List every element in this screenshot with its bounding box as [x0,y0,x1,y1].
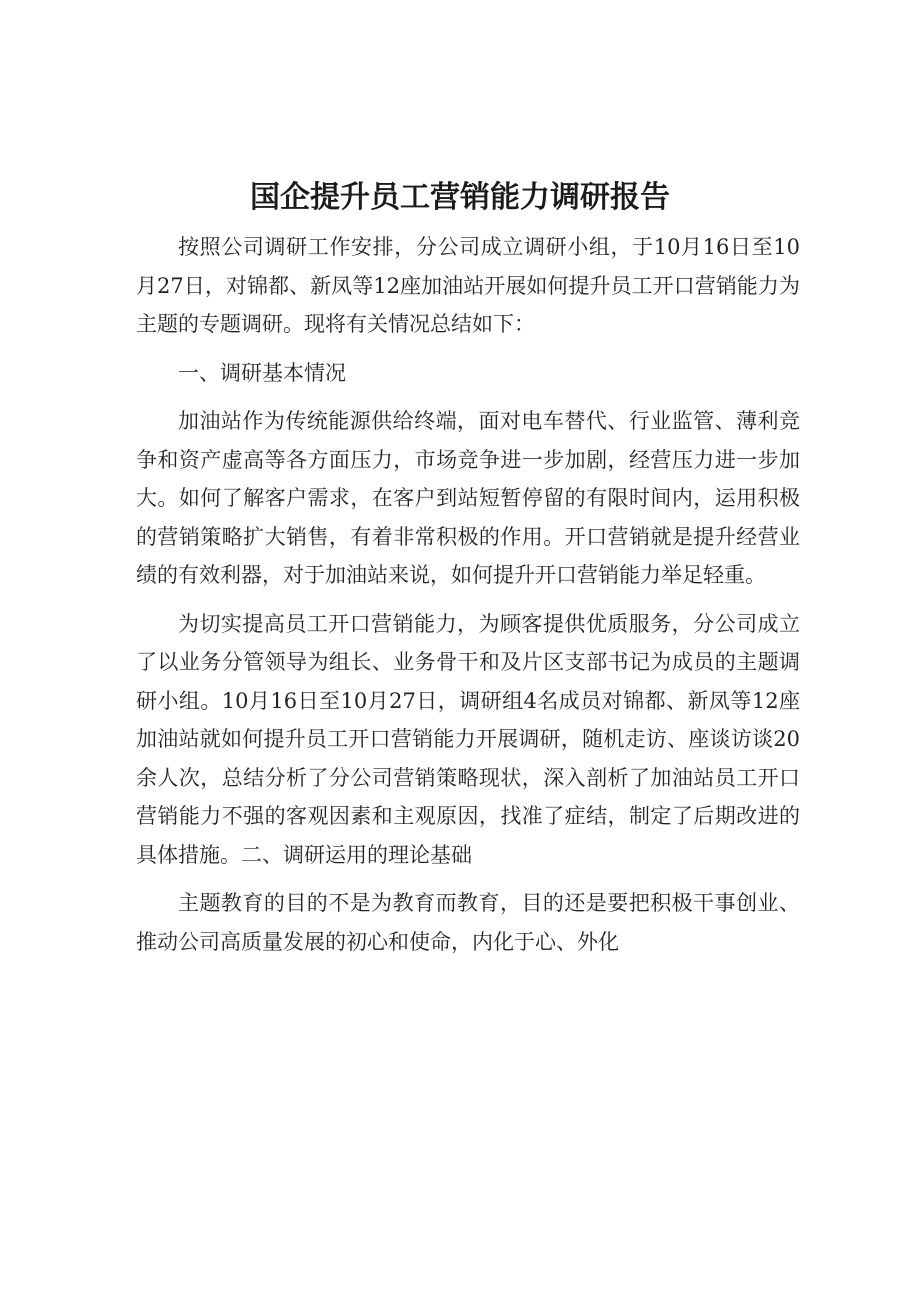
section-heading-basic-situation: 一、调研基本情况 [178,360,346,385]
document-body [136,228,800,961]
body-paragraph-research-team: 为切实提高员工开口营销能力，为顾客提供优质服务，分公司成立了以业务分管领导为组长、业务骨干和及片区支部书记为成员的主题调研小组。10月16日至10月27日，调研组4名成员对锦都、新凤等12座加油站就如何提升员工开口营销能力开展调研，随机走访、座谈访谈20余人次，总结分析了分公司营销策略现状，深入剖析了加油站员工开口营销能力不强的客观因素和主观原因，找准了症结，制定了后期改进的具体措施。二、调研运用的理论基础 [136,611,800,867]
body-paragraph-theme-education: 主题教育的目的不是为教育而教育，目的还是要把积极干事创业、推动公司高质量发展的初心和使命，内化于心、外化 [136,891,800,954]
document-title: 国企提升员工营销能力调研报告 [250,180,670,215]
intro-paragraph: 按照公司调研工作安排，分公司成立调研小组，于10月16日至10月27日，对锦都、新凤等12座加油站开展如何提升员工开口营销能力为主题的专题调研。现将有关情况总结如下： [136,235,800,336]
body-paragraph-background: 加油站作为传统能源供给终端，面对电车替代、行业监管、薄利竞争和资产虚高等各方面压力，市场竞争进一步加剧，经营压力进一步加大。如何了解客户需求，在客户到站短暂停留的有限时间内，运用积极的营销策略扩大销售，有着非常积极的作用。开口营销就是提升经营业绩的有效利器，对于加油站来说，如何提升开口营销能力举足轻重。 [136,409,800,587]
